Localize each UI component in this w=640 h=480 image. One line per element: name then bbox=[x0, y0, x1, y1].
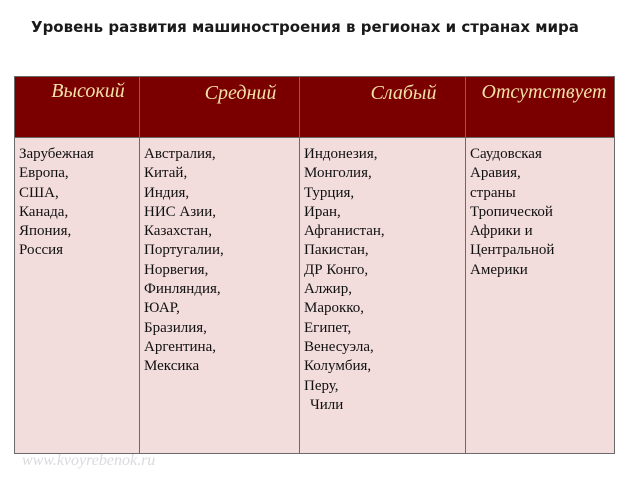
table-header-row bbox=[15, 77, 615, 138]
list-item: Саудовская bbox=[470, 146, 542, 162]
list-item: Россия bbox=[19, 242, 64, 259]
cell-weak bbox=[300, 138, 466, 454]
cell-medium bbox=[140, 138, 300, 454]
header-medium bbox=[140, 77, 300, 138]
list-item: Европа, bbox=[19, 165, 69, 182]
list-item: Чили bbox=[310, 396, 344, 413]
list-item: Индонезия, bbox=[304, 146, 378, 162]
header-absent-label: Отсутствует bbox=[481, 81, 607, 103]
list-item: Бразилия, bbox=[144, 319, 207, 336]
list-item: Япония, bbox=[19, 223, 72, 240]
list-item: Колумбия, bbox=[304, 358, 372, 375]
list-item: Африки и bbox=[470, 223, 533, 240]
list-item: Перу, bbox=[304, 377, 339, 394]
list-item: Пакистан, bbox=[304, 242, 369, 259]
list-item: Афганистан, bbox=[304, 223, 385, 240]
list-item: Португалии, bbox=[144, 242, 224, 259]
list-item: Марокко, bbox=[304, 300, 365, 317]
header-weak bbox=[300, 77, 466, 138]
list-item: Иран, bbox=[304, 203, 341, 220]
list-item: Финляндия, bbox=[144, 281, 221, 298]
header-absent bbox=[466, 77, 615, 138]
list-item: Турция, bbox=[304, 184, 355, 201]
list-item: Египет, bbox=[304, 319, 352, 336]
list-item: НИС Азии, bbox=[144, 203, 216, 220]
cell-absent bbox=[466, 138, 615, 454]
list-item: Аравия, bbox=[470, 165, 521, 182]
header-medium-label: Средний bbox=[204, 82, 277, 104]
list-item: Центральной bbox=[470, 242, 555, 259]
list-item: Тропической bbox=[470, 203, 553, 220]
header-weak-label: Слабый bbox=[370, 82, 437, 104]
list-item: Норвегия, bbox=[144, 261, 209, 278]
list-item: ЮАР, bbox=[144, 300, 180, 317]
list-item: США, bbox=[19, 184, 59, 201]
table-row bbox=[15, 138, 615, 454]
list-item: Америки bbox=[470, 261, 528, 278]
list-item: ДР Конго, bbox=[304, 261, 369, 278]
list-item: Казахстан, bbox=[144, 223, 212, 240]
page-title: Уровень развития машиностроения в регионах и странах мира bbox=[31, 18, 579, 36]
list-item: Канада, bbox=[19, 203, 69, 220]
header-high-label: Высокий bbox=[51, 80, 125, 102]
list-item: Венесуэла, bbox=[304, 338, 374, 355]
list-item: Китай, bbox=[144, 165, 188, 182]
development-levels-table bbox=[14, 76, 615, 454]
list-item: Аргентина, bbox=[144, 338, 216, 355]
header-high bbox=[15, 77, 140, 138]
list-item: Мексика bbox=[144, 358, 200, 375]
list-item: Алжир, bbox=[304, 281, 352, 298]
list-item: Индия, bbox=[144, 184, 190, 201]
list-item: Австралия, bbox=[144, 146, 216, 162]
cell-high bbox=[15, 138, 140, 454]
list-item: Зарубежная bbox=[19, 146, 94, 162]
watermark: www.kvoyrebenok.ru bbox=[22, 452, 156, 469]
list-item: Монголия, bbox=[304, 165, 372, 182]
list-item: страны bbox=[470, 184, 516, 201]
